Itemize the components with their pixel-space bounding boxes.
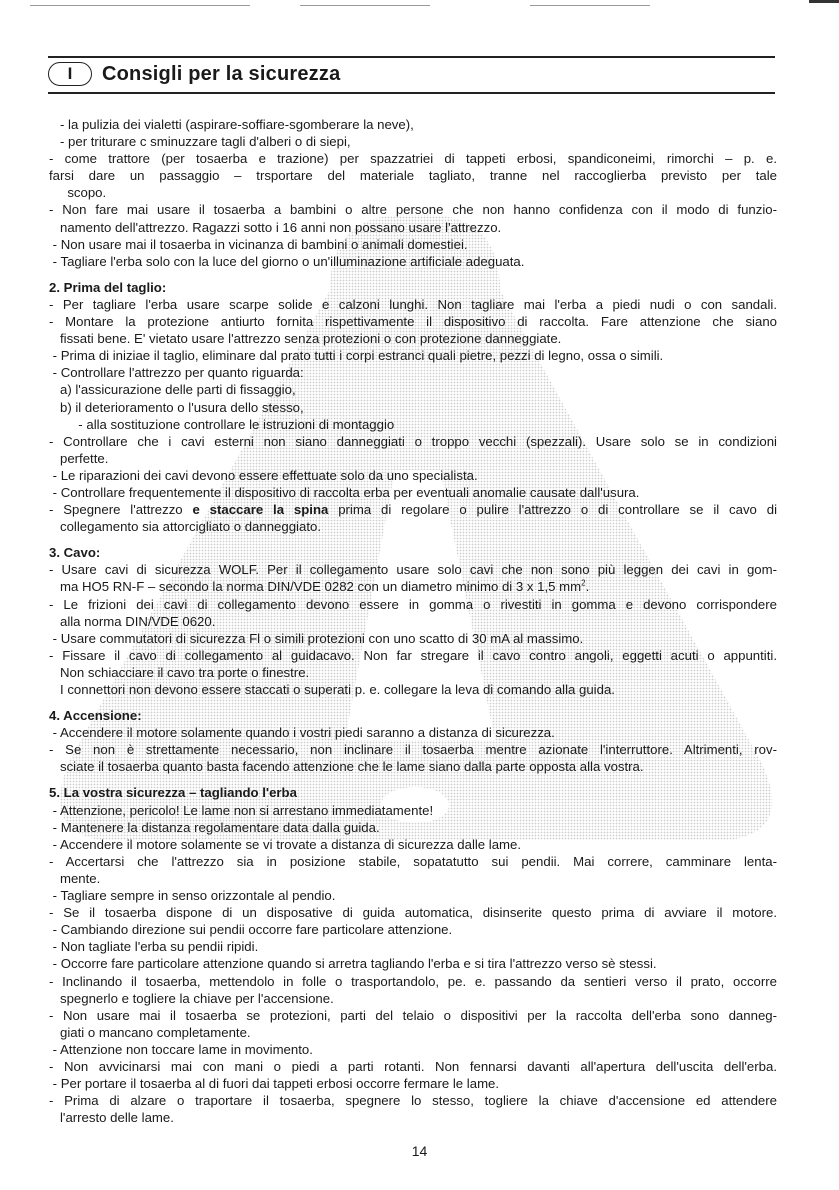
text-line <box>49 578 777 595</box>
text-line <box>49 921 777 938</box>
text-line <box>49 467 777 484</box>
text-run: ma HO5 RN-F – secondo la norma DIN/VDE 0282 con un diametro minimo di 3 x 1,5 mm <box>49 579 582 595</box>
text-run: - Controllare frequentemente il dispositivo di raccolta erba per eventuali anomalie causate dall'usura. <box>49 484 640 500</box>
text-run: - Occorre fare particolare attenzione quando si arretra tagliando l'erba e si tira l'attrezzo verso sè stessi. <box>49 956 657 972</box>
text-run: 3. Cavo: <box>49 545 101 561</box>
text-run: - Usare cavi di sicurezza WOLF. Per il collegamento usare solo cavi che non sono più leggen dei cavi in gom- <box>49 562 777 578</box>
text-line <box>49 150 777 167</box>
text-run: 4. Accensione: <box>49 708 142 724</box>
language-badge: I <box>48 62 92 86</box>
text-run: - Attenzione, pericolo! Le lame non si arrestano immediatamente! <box>49 802 434 818</box>
text-line <box>49 450 777 467</box>
page-title: Consigli per la sicurezza <box>102 62 341 85</box>
text-run: I connettori non devono essere staccati o superati p. e. collegare la leva di comando alla guida. <box>49 682 615 697</box>
text-run: prima di regolare o pulire l'attrezzo o di controllare se il cavo di <box>328 502 777 518</box>
text-run: - Fissare il cavo di collegamento al guidacavo. Non far stregare il cavo contro angoli, eggetti acuti o appuntiti. <box>49 647 777 663</box>
text-line <box>49 819 777 836</box>
text-line <box>49 887 777 904</box>
text-run: - Spegnere l'attrezzo <box>49 502 193 518</box>
text-run: - Inclinando il tosaerba, mettendolo in folle o trasportandolo, pe. e. passando da sentieri verso il prato, occorre <box>49 973 777 989</box>
text-run: - Tagliare sempre in senso orizzontale al pendio. <box>49 888 336 904</box>
text-run: b) il deterioramento o l'usura dello stesso, <box>49 399 304 415</box>
text-line <box>49 364 777 381</box>
text-run: fissati bene. E' vietato usare l'attrezzo senza protezioni o con protezione danneggiate. <box>49 331 562 347</box>
text-line <box>49 184 777 201</box>
text-run: - Cambiando direzione sui pendii occorre fare particolare attenzione. <box>49 922 453 938</box>
section-heading <box>49 707 777 724</box>
text-line <box>49 681 777 698</box>
text-run: - Per tagliare l'erba usare scarpe solide e calzoni lunghi. Non tagliare mai l'erba a piedi nudi o con sandali. <box>49 296 777 312</box>
text-run: - Se non è strettamente necessario, non inclinare il tosaerba mentre azionate l'interruttore. Altrimenti, rov- <box>49 742 777 758</box>
text-run: namento dell'attrezzo. Ragazzi sotto i 16 anni non possano usare l'attrezzo. <box>49 219 502 235</box>
text-line <box>49 253 777 270</box>
text-run: Non schiacciare il cavo tra porte o finestre. <box>49 664 310 680</box>
text-line <box>49 381 777 398</box>
paragraph-gap <box>49 698 777 707</box>
text-line <box>49 236 777 253</box>
text-run: - Non fare mai usare il tosaerba a bambini o altre persone che non hanno confidenza con il modo di funzio- <box>49 202 777 218</box>
text-run: perfette. <box>49 450 109 466</box>
text-line <box>49 1024 777 1041</box>
text-run: - Mantenere la distanza regolamentare data dalla guida. <box>49 819 380 835</box>
text-run: - Non usare mai il tosaerba se protezioni, parti del telaio o dispositivi per la raccolta dell'erba sono danneg- <box>49 1007 777 1023</box>
text-line <box>49 133 777 150</box>
text-line <box>49 904 777 921</box>
text-line <box>49 664 777 681</box>
text-run: sciate il tosaerba quanto basta facendo attenzione che le lame siano dalla parte opposta alla vostra. <box>49 759 644 775</box>
text-line <box>49 870 777 887</box>
text-run: - Le frizioni dei cavi di collegamento devono essere in gomma o rivestiti in gomma e devono corrispondere <box>49 596 777 612</box>
text-line <box>49 1092 777 1109</box>
text-run: - la pulizia dei vialetti (aspirare-soffiare-sgomberare la neve), <box>49 117 414 132</box>
text-run: collegamento sia attorcigliato o danneggiato. <box>49 519 321 535</box>
text-line <box>49 955 777 972</box>
text-run: - Non tagliate l'erba su pendii ripidi. <box>49 939 259 955</box>
text-line <box>49 1109 777 1126</box>
text-line <box>49 433 777 450</box>
text-line <box>49 219 777 236</box>
text-line <box>49 1041 777 1058</box>
paragraph-gap <box>49 270 777 279</box>
text-line <box>49 1007 777 1024</box>
top-rule <box>48 56 775 58</box>
text-run: giati o mancano completamente. <box>49 1024 251 1040</box>
text-run: - Prima di alzare o traportare il tosaerba, spegnere lo stesso, togliere la chiave d'accensione ed attendere <box>49 1093 777 1109</box>
text-run: - Non avvicinarsi mai con mani o piedi a parti rotanti. Non fennarsi davanti all'apertura dell'uscita dell'erba. <box>49 1058 777 1074</box>
text-line <box>49 484 777 501</box>
text-run: - Accendere il motore solamente quando i vostri piedi saranno a distanza di sicurezza. <box>49 725 555 741</box>
text-run: - Accendere il motore solamente se vi trovate a distanza di sicurezza dalle lame. <box>49 836 522 852</box>
section-heading <box>49 784 777 801</box>
text-run: 2. Prima del taglio: <box>49 279 167 295</box>
section-heading <box>49 279 777 296</box>
text-run: - Per portare il tosaerba al di fuori dai tappeti erbosi occorre fermare le lame. <box>49 1076 500 1092</box>
text-run: - Controllare che i cavi esterni non siano danneggiati o troppo vecchi (spezzali). Usare solo se in condizioni <box>49 433 777 449</box>
text-run: - alla sostituzione controllare le istruzioni di montaggio <box>49 416 395 432</box>
text-line <box>49 741 777 758</box>
text-line <box>49 990 777 1007</box>
text-run: - Attenzione non toccare lame in movimento. <box>49 1041 313 1057</box>
text-line <box>49 802 777 819</box>
text-line <box>49 630 777 647</box>
text-line <box>49 758 777 775</box>
text-line <box>49 167 777 184</box>
text-run: 5. La vostra sicurezza – tagliando l'erba <box>49 785 297 801</box>
text-run: - Accertarsi che l'attrezzo sia in posizione stabile, sopatatutto sui pendii. Mai correre, camminare lenta- <box>49 853 777 869</box>
text-run: - Non usare mai il tosaerba in vicinanza di bambini o animali domestiei. <box>49 236 468 252</box>
text-run: - Controllare l'attrezzo per quanto riguarda: <box>49 365 304 381</box>
text-line <box>49 330 777 347</box>
text-line <box>49 347 777 364</box>
text-line <box>49 836 777 853</box>
text-line <box>49 613 777 630</box>
text-run: - Usare commutatori di sicurezza Fl o simili protezioni con uno scatto di 30 mA al massimo. <box>49 630 584 646</box>
text-run: - Prima di iniziae il taglio, eliminare dal prato tutti i corpi estranci quali pietre, pezzi di legno, ossa o simili. <box>49 348 664 364</box>
text-line <box>49 501 777 518</box>
text-run: alla norma DIN/VDE 0620. <box>49 613 216 629</box>
text-run: a) l'assicurazione delle parti di fissaggio, <box>49 382 296 398</box>
text-line <box>49 853 777 870</box>
text-run: - Tagliare l'erba solo con la luce del giorno o un'illuminazione artificiale adeguata. <box>49 253 525 269</box>
text-line <box>49 313 777 330</box>
text-line <box>49 973 777 990</box>
text-line <box>49 399 777 416</box>
text-run: - Se il tosaerba dispone di un disposative di guida automatica, disinserite questo prima di avviare il motore. <box>49 905 777 921</box>
text-line <box>49 938 777 955</box>
text-run: . <box>585 579 590 595</box>
text-run: - Montare la protezione antiurto fornita rispettivamente il dispositivo di raccolta. Fare attenzione che siano <box>49 314 777 330</box>
text-line <box>49 1075 777 1092</box>
text-line <box>49 416 777 433</box>
text-line <box>49 647 777 664</box>
superscript: 2 <box>581 579 586 589</box>
text-run: l'arresto delle lame. <box>49 1110 174 1126</box>
text-run: mente. <box>49 870 101 886</box>
text-line <box>49 201 777 218</box>
text-line <box>49 596 777 613</box>
page-number: 14 <box>411 1143 428 1159</box>
text-run: - Le riparazioni dei cavi devono essere effettuate solo da uno specialista. <box>49 467 478 483</box>
paragraph-gap <box>49 535 777 544</box>
text-run: scopo. <box>49 185 107 201</box>
text-run: - per triturare c sminuzzare tagli d'alberi o di siepi, <box>49 134 351 150</box>
section-heading <box>49 544 777 561</box>
text-run: spegnerlo e togliere la chiave per l'accensione. <box>49 990 334 1006</box>
text-line <box>49 1058 777 1075</box>
text-line <box>49 724 777 741</box>
paragraph-gap <box>49 775 777 784</box>
safety-text-body <box>49 116 777 1126</box>
section-header <box>48 60 775 88</box>
bold-text-run: e staccare la spina <box>192 502 329 518</box>
text-run: - come trattore (per tosaerba e trazione) per spazzatriei di tappeti erbosi, spandiconeimi, rimorchi – p. e. <box>49 151 777 167</box>
text-line <box>49 116 777 133</box>
text-line <box>49 561 777 578</box>
text-line <box>49 296 777 313</box>
text-line <box>49 518 777 535</box>
text-run: farsi dare un passaggio – trsportare del materiale tagliato, tranne nel raccoglierba previsto per tale <box>49 168 777 184</box>
header-rule <box>48 92 775 94</box>
